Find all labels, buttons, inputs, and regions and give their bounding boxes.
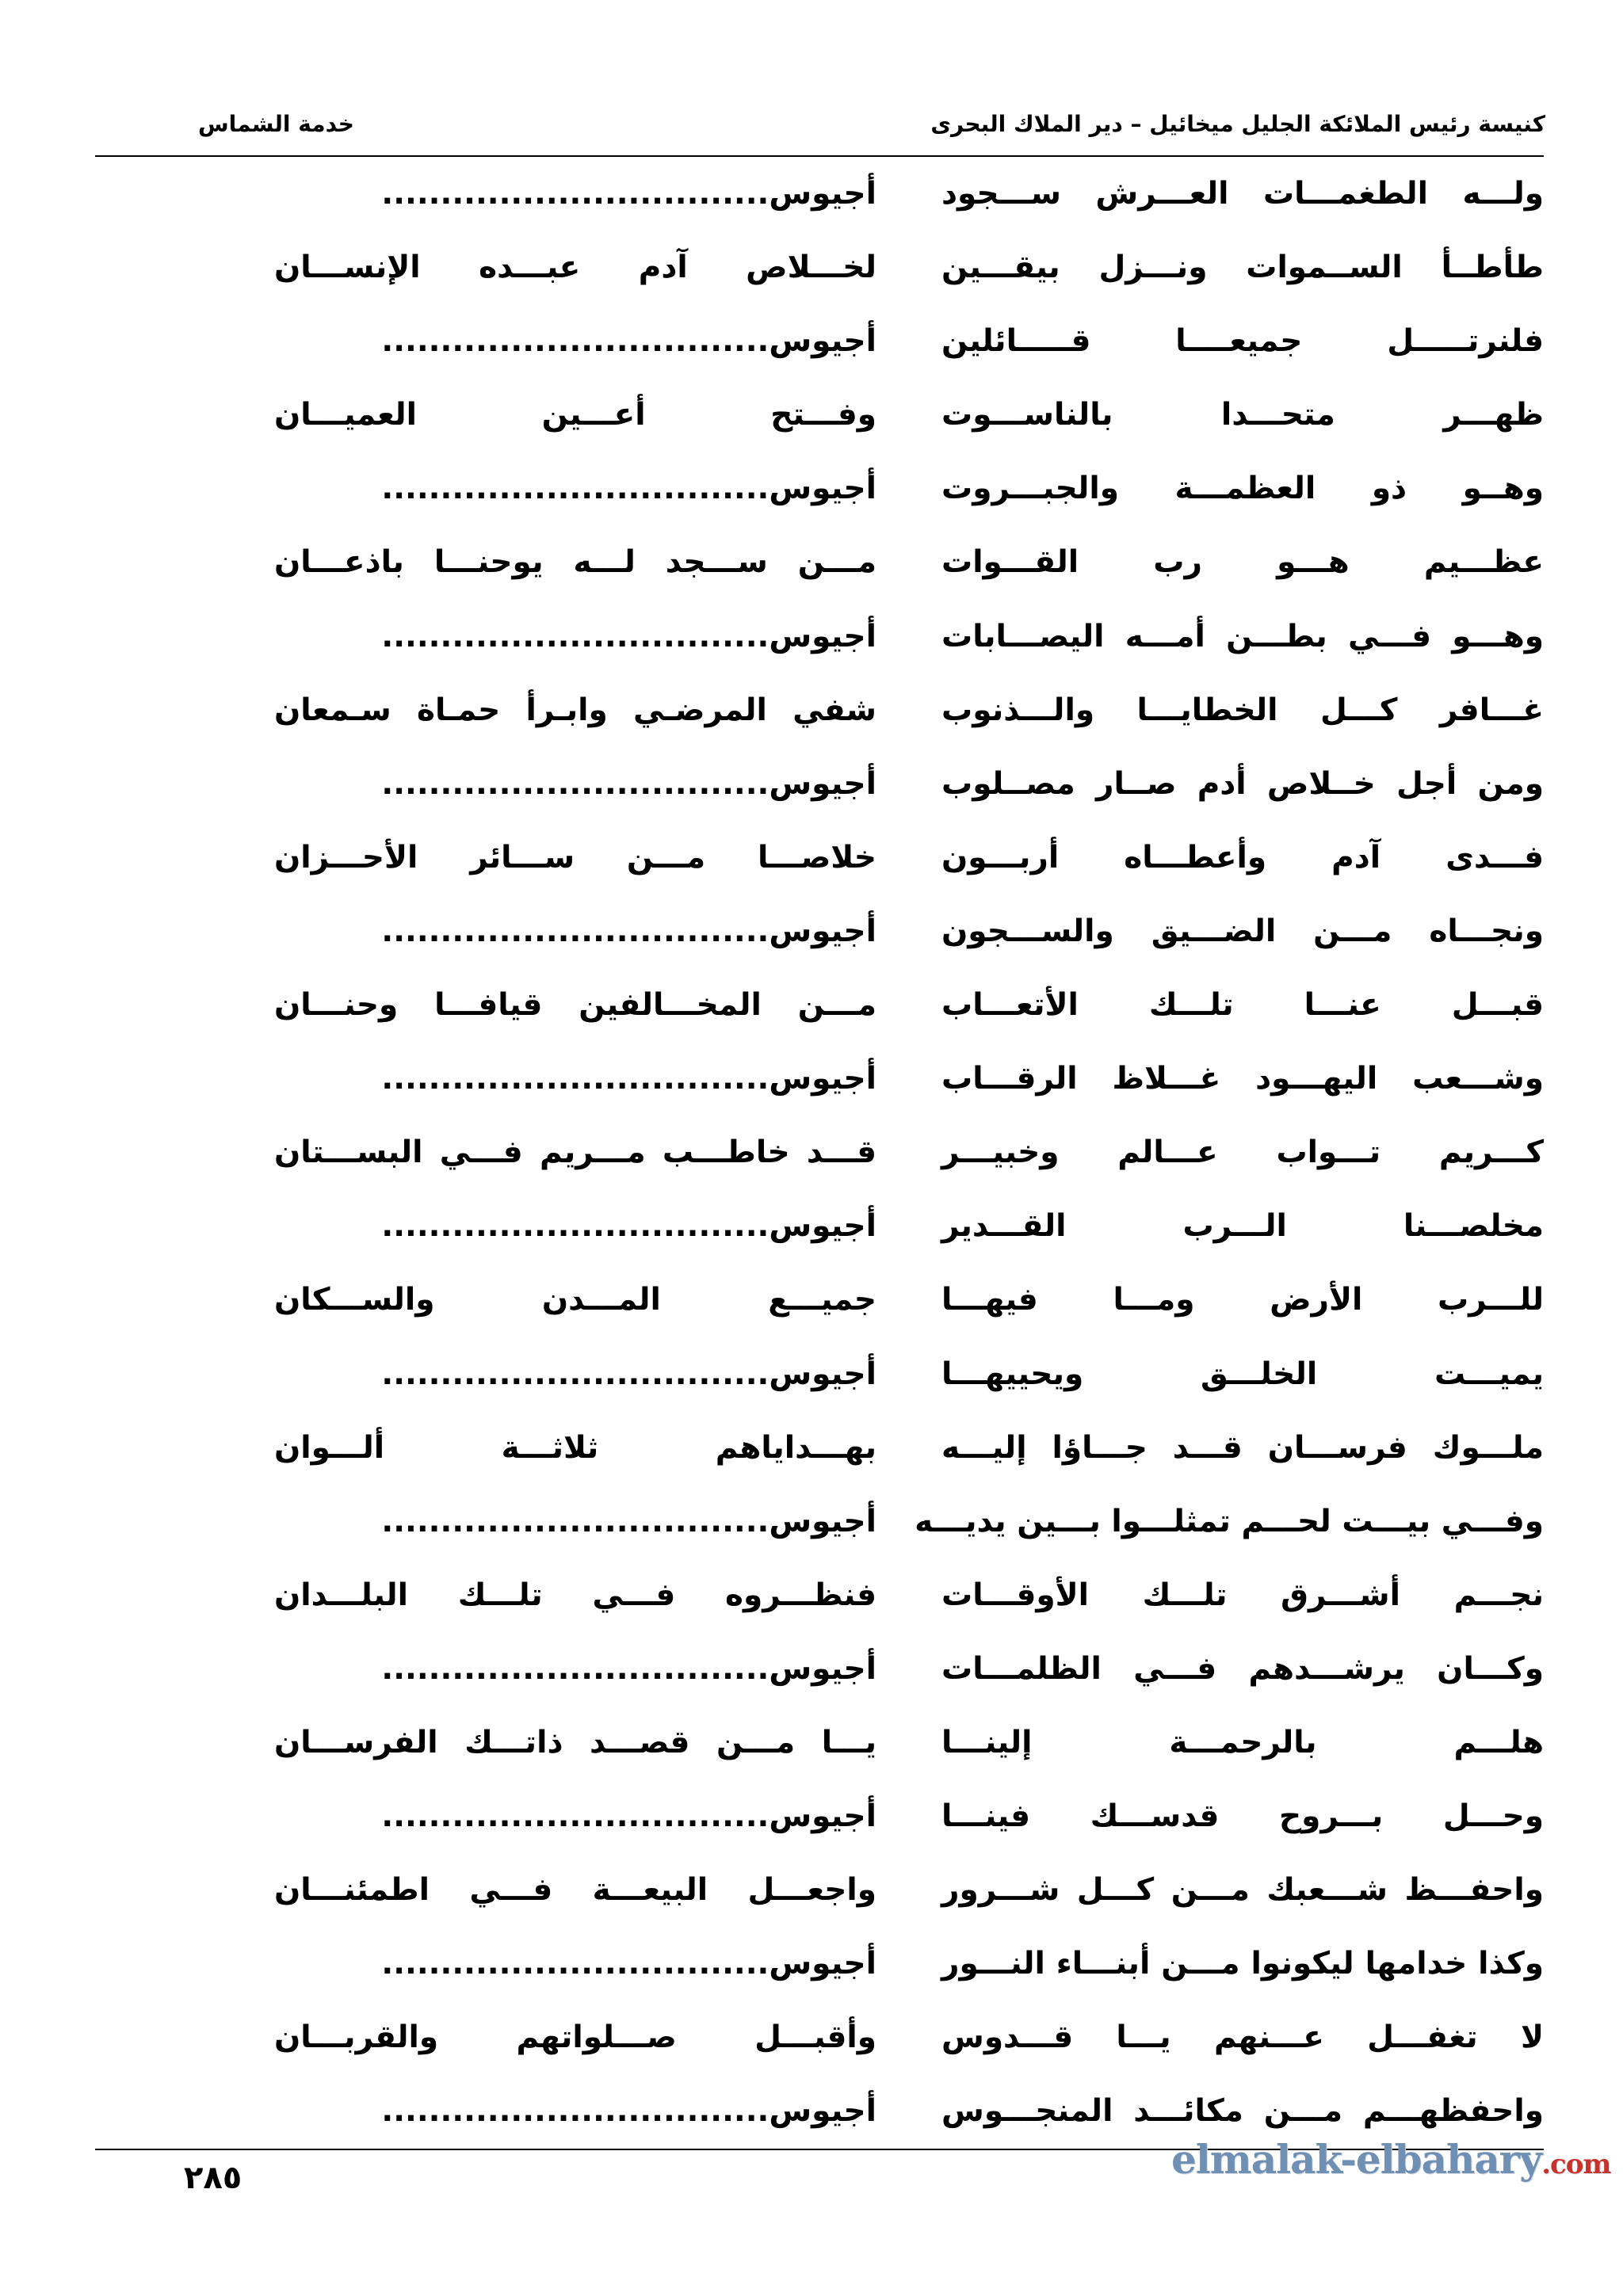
verse-first-half: وهــو ذو العظمـــة والجبـــروت	[941, 471, 1544, 507]
verse-first-half: ملـــوك فرســـان قـــد جـــاؤا إليـــه	[941, 1429, 1544, 1466]
verse-first-half: ولـــه الطغمـــات العـــرش ســـجود	[941, 176, 1544, 212]
verse-row	[95, 317, 1544, 391]
verse-row	[95, 1055, 1544, 1128]
verse-first-half: ظهـــر متحـــدا بالناســـوت	[941, 397, 1544, 433]
verse-row	[95, 1718, 1544, 1792]
verse-second-half: وفـــتح أعـــين العميـــان	[274, 397, 876, 433]
verse-row	[95, 907, 1544, 981]
verse-first-half: ونجـــاه مـــن الضـــيق والســـجون	[941, 913, 1544, 949]
service-title: خدمة الشماس	[198, 111, 354, 137]
verse-row	[95, 391, 1544, 464]
verse-first-half: قبـــل عنـــا تلـــك الأتعـــاب	[941, 987, 1544, 1024]
page-number: ٢٨٥	[184, 2160, 242, 2196]
verse-refrain: أجيوس.................................	[381, 1946, 876, 1982]
verse-refrain: أجيوس.................................	[381, 913, 876, 949]
verse-row	[95, 1571, 1544, 1645]
verse-first-half: يميـــت الخلـــق ويحييهـــا	[941, 1356, 1544, 1392]
verse-row	[95, 538, 1544, 612]
site-name: elmalak-elbahary	[1171, 2136, 1542, 2183]
verse-second-half: خلاصـــا مـــن ســـائر الأحـــزان	[274, 839, 876, 875]
verse-second-half: مـــن المخـــالفين قيافـــا وحنـــان	[274, 987, 876, 1024]
verse-second-half: فنظـــروه فـــي تلـــك البلـــدان	[274, 1577, 876, 1613]
verse-refrain: أجيوس.................................	[381, 765, 876, 802]
verse-first-half: ومن أجل خــلاص أدم صــار مصــلوب	[941, 765, 1544, 802]
verse-row	[95, 612, 1544, 686]
verse-first-half: نجـــم أشـــرق تلـــك الأوقـــات	[941, 1577, 1544, 1613]
verse-second-half: واجعـــل البيعـــة فـــي اطمئنـــان	[274, 1872, 876, 1909]
verse-first-half: هلـــم بالرحمـــة إلينـــا	[941, 1724, 1544, 1760]
verse-refrain: أجيوس.................................	[381, 1061, 876, 1097]
header-divider	[95, 155, 1544, 157]
verse-row	[95, 1645, 1544, 1718]
verse-second-half: مـــن ســـجد لـــه يوحنـــا باذعـــان	[274, 544, 876, 581]
verse-second-half: قـــد خاطـــب مـــريم فـــي البســـتان	[274, 1135, 876, 1171]
verse-first-half: واحفـــظ شـــعبك مـــن كـــل شـــرور	[941, 1872, 1544, 1909]
verse-row	[95, 1128, 1544, 1202]
verse-row	[95, 1792, 1544, 1866]
hymn-verses	[95, 170, 1544, 2161]
verse-second-half: يـــا مـــن قصـــد ذاتـــك الفرســـان	[274, 1724, 876, 1760]
verse-first-half: طأطــأ الســموات ونـــزل بيقـــين	[941, 250, 1544, 286]
verse-row	[95, 170, 1544, 243]
verse-row	[95, 686, 1544, 760]
page-header	[95, 111, 1545, 146]
verse-refrain: أجيوس.................................	[381, 471, 876, 507]
site-watermark	[1171, 2136, 1610, 2183]
verse-refrain: أجيوس.................................	[381, 1798, 876, 1835]
verse-refrain: أجيوس.................................	[381, 1650, 876, 1687]
site-tld: .com	[1541, 2149, 1611, 2180]
verse-first-half: غـــافر كـــل الخطايـــا والـــذنوب	[941, 692, 1544, 728]
verse-first-half: للـــرب الأرض ومـــا فيهـــا	[941, 1282, 1544, 1318]
verse-first-half: مخلصـــنا الـــرب القـــدير	[941, 1208, 1544, 1245]
verse-row	[95, 1202, 1544, 1276]
verse-row	[95, 464, 1544, 538]
church-title: كنيسة رئيس الملائكة الجليل ميخائيل – دير الملاك البحرى	[930, 111, 1545, 137]
verse-first-half: واحفظهـــم مـــن مكائـــد المنجـــوس	[941, 2093, 1544, 2130]
verse-first-half: وهـــو فـــي بطـــن أمـــه اليصـــابات	[941, 618, 1544, 654]
verse-refrain: أجيوس.................................	[381, 1208, 876, 1245]
verse-row	[95, 1350, 1544, 1424]
verse-first-half: فلنرتـــــل جميعــــا قـــــائلين	[941, 323, 1544, 360]
verse-first-half: فـــدى آدم وأعطـــاه أربـــون	[941, 839, 1544, 875]
verse-first-half: لا تغفـــل عـــنهم يـــا قـــدوس	[941, 2019, 1544, 2056]
verse-refrain: أجيوس.................................	[381, 323, 876, 360]
verse-first-half: عظـــيم هـــو رب القـــوات	[941, 544, 1544, 581]
verse-refrain: أجيوس.................................	[381, 176, 876, 212]
verse-row	[95, 760, 1544, 833]
verse-row	[95, 1866, 1544, 1939]
verse-refrain: أجيوس.................................	[381, 1356, 876, 1392]
verse-row	[95, 1276, 1544, 1349]
verse-second-half: جميـــع المـــدن والســـكان	[274, 1282, 876, 1318]
verse-second-half: وأقبـــل صـــلواتهم والقربـــان	[274, 2019, 876, 2056]
verse-first-half: وكذا خدامها ليكونوا مـــن أبنـــاء النـــور	[941, 1946, 1544, 1982]
verse-refrain: أجيوس.................................	[381, 1503, 876, 1539]
verse-first-half: وفـــي بيـــت لحـــم تمثلـــوا بـــين يديـــه	[915, 1503, 1544, 1539]
verse-second-half: شفي المرضـي وابـرأ حمـاة سـمعان	[274, 692, 876, 728]
verse-refrain: أجيوس.................................	[381, 2093, 876, 2130]
verse-row	[95, 243, 1544, 317]
verse-refrain: أجيوس.................................	[381, 618, 876, 654]
verse-row	[95, 1497, 1544, 1571]
verse-first-half: كـــريم تـــواب عـــالم وخبيـــر	[941, 1135, 1544, 1171]
verse-second-half: لخـــلاص آدم عبـــده الإنســـان	[274, 250, 876, 286]
verse-first-half: وكـــان يرشـــدهم فـــي الظلمـــات	[941, 1650, 1544, 1687]
verse-row	[95, 2013, 1544, 2087]
verse-row	[95, 833, 1544, 907]
verse-second-half: بهـــداياهم ثلاثـــة ألـــوان	[274, 1429, 876, 1466]
verse-first-half: وحـــل بـــروح قدســـك فينـــا	[941, 1798, 1544, 1835]
verse-row	[95, 1424, 1544, 1497]
verse-row	[95, 1939, 1544, 2013]
verse-first-half: وشـــعب اليهـــود غـــلاظ الرقـــاب	[941, 1061, 1544, 1097]
verse-row	[95, 981, 1544, 1055]
